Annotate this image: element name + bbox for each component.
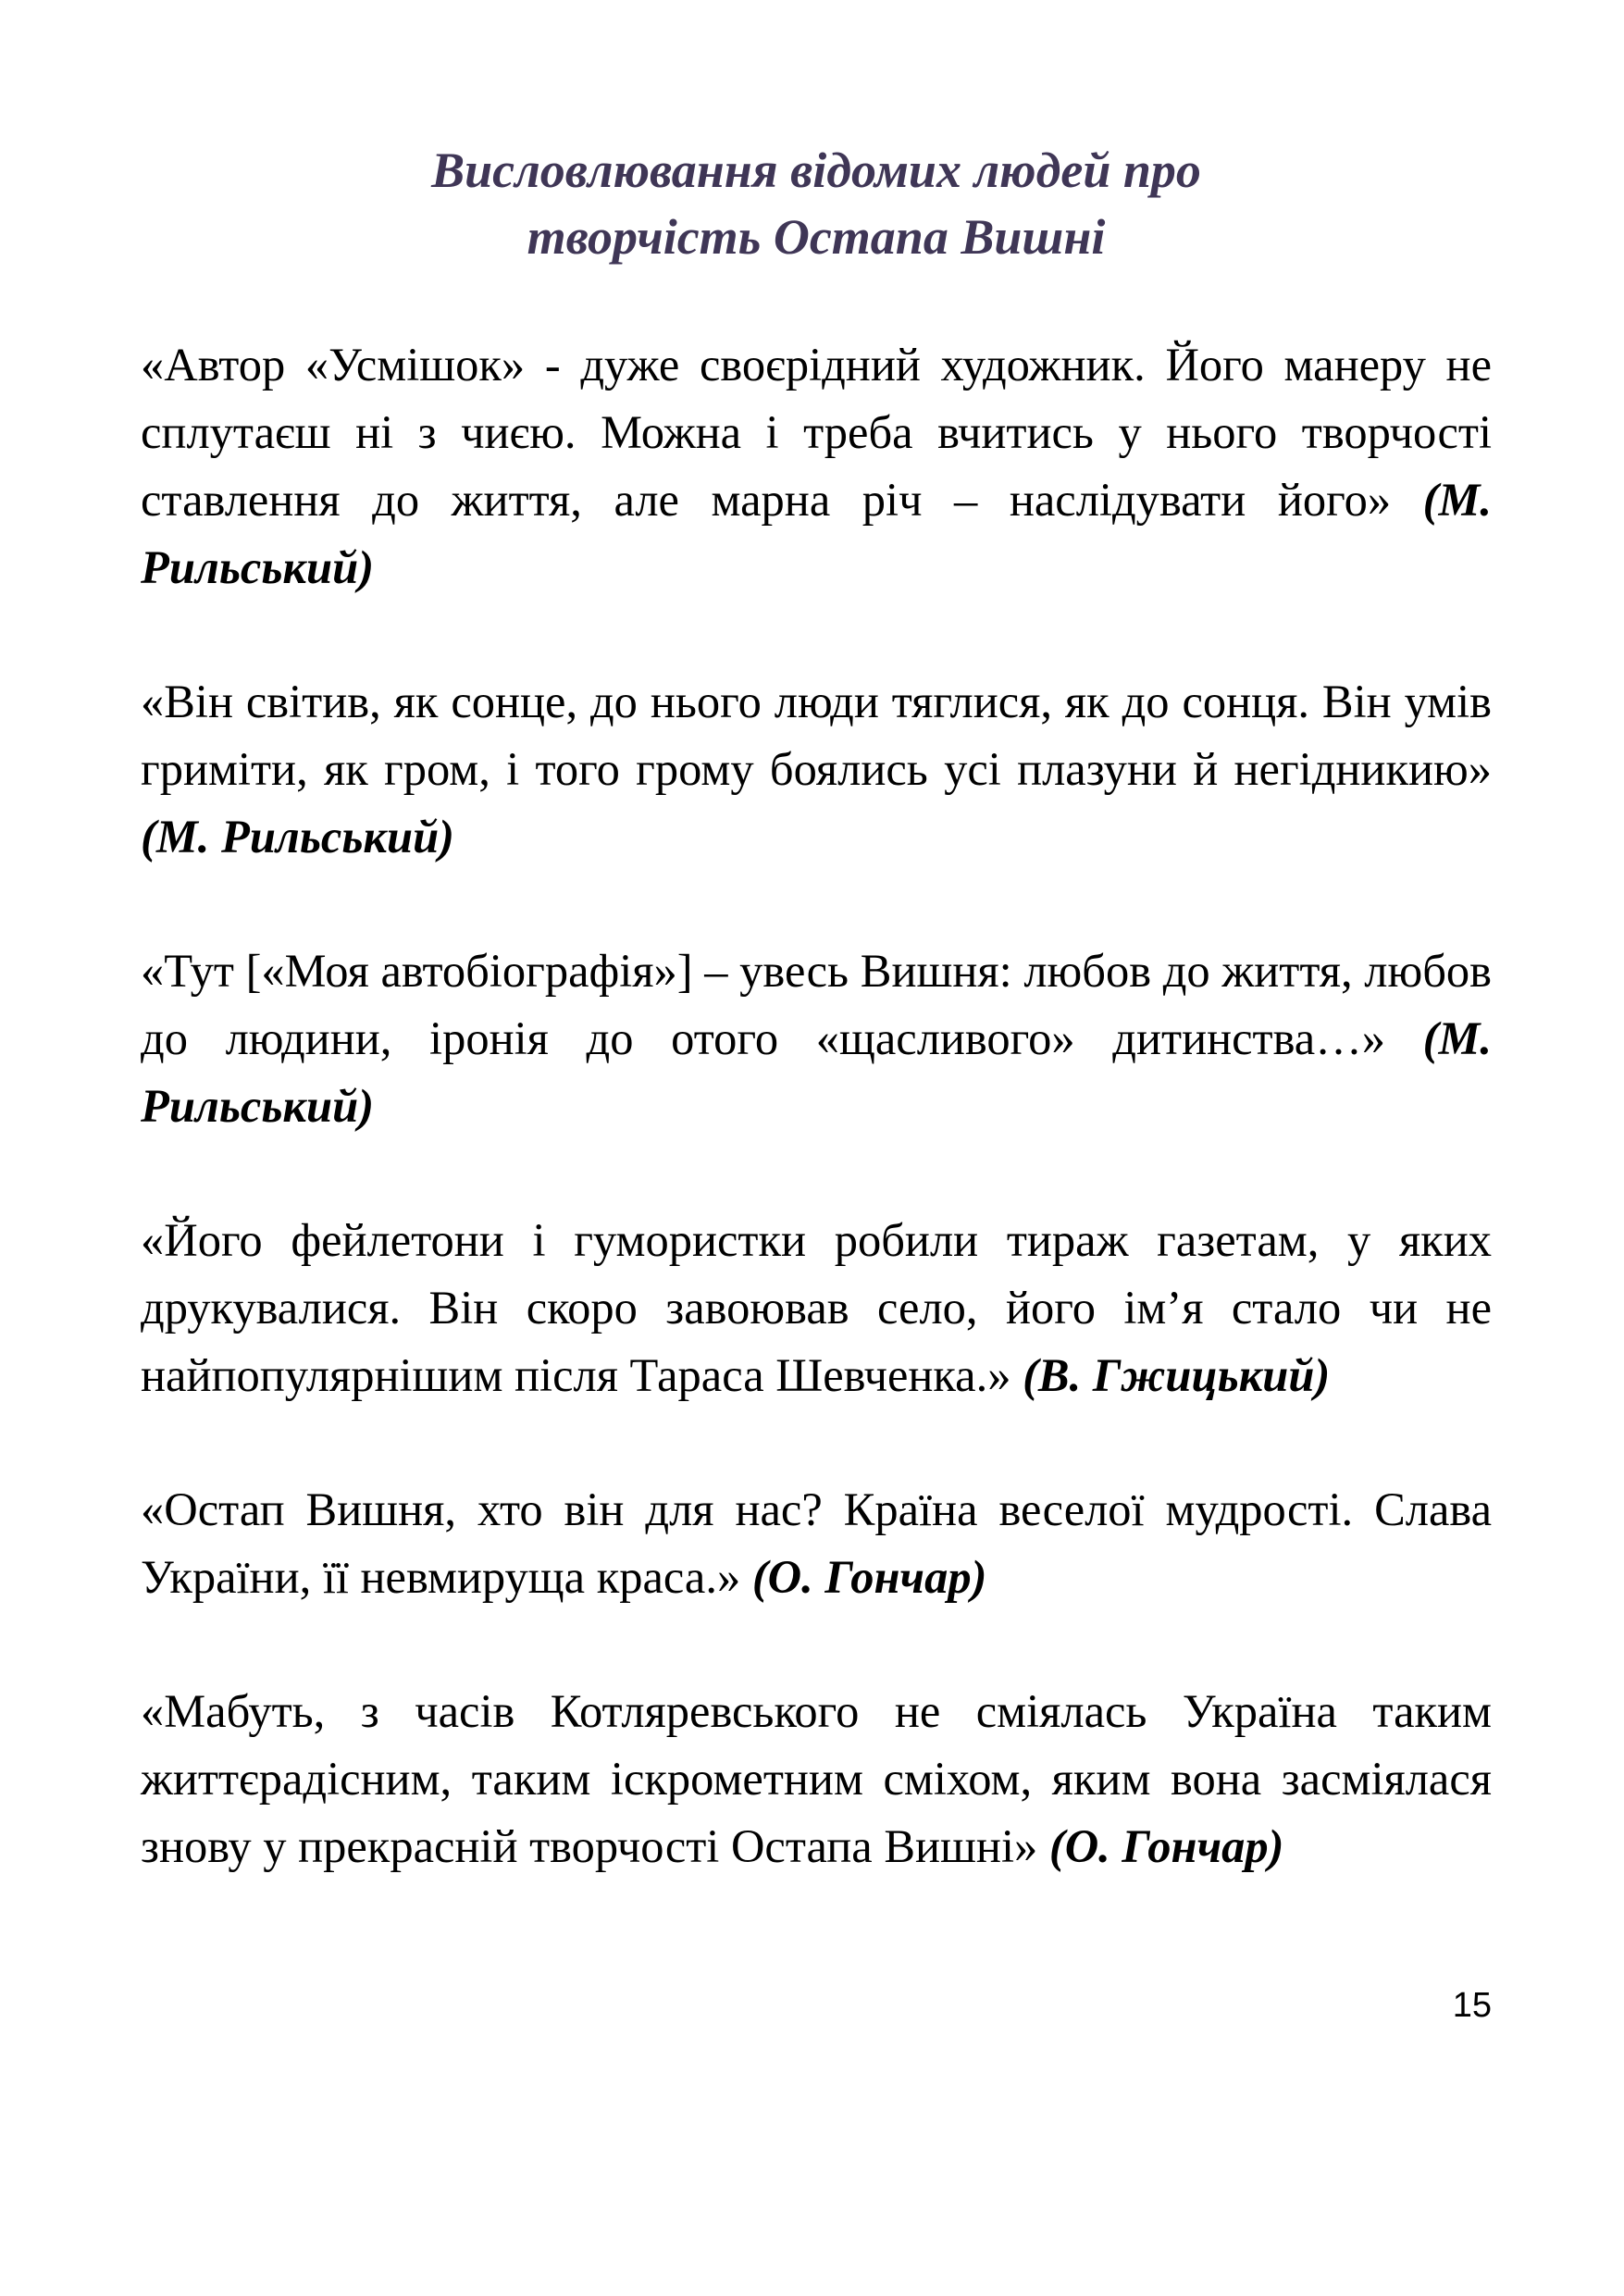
quote-paragraph: [141, 668, 1492, 871]
quote-author: (В. Гжицький): [1023, 1349, 1331, 1401]
page-title-line-2: творчість Остапа Вишні: [527, 209, 1106, 265]
quote-text: «Його фейлетони і гумористки робили тираж газетам, у яких друкувалися. Він скоро завоював село, його ім’я стало чи не найпопулярнішим після Тараса Шевченка.»: [141, 1214, 1492, 1401]
quote-paragraph: [141, 937, 1492, 1140]
page-title-line-1: Висловлювання відомих людей про: [431, 143, 1201, 198]
document-page: [141, 137, 1492, 1947]
quote-text: «Тут [«Моя автобіографія»] – увесь Вишня: любов до життя, любов до людини, іронія до отого «щасливого» дитинства…»: [141, 945, 1492, 1064]
quote-paragraph: [141, 331, 1492, 602]
quote-text: «Остап Вишня, хто він для нас? Країна веселої мудрості. Слава України, її невмируща краса.»: [141, 1483, 1492, 1603]
quote-author: (М. Рильський): [141, 474, 1493, 593]
page-title: [141, 137, 1492, 270]
quote-text: «Мабуть, з часів Котляревського не сміялась Україна таким життєрадісним, таким іскрометним сміхом, яким вона засміялася знову у прекрасній творчості Остапа Вишні»: [141, 1685, 1492, 1872]
quote-paragraph: [141, 1207, 1492, 1409]
quote-paragraph: [141, 1476, 1492, 1611]
page-number: 15: [1452, 1986, 1492, 2025]
quote-paragraph: [141, 1678, 1492, 1880]
quote-author: (М. Рильський): [141, 811, 454, 863]
quote-author: (О. Гончар): [751, 1551, 987, 1603]
quote-author: (О. Гончар): [1048, 1820, 1284, 1872]
quote-text: «Автор «Усмішок» - дуже своєрідний художник. Його манеру не сплутаєш ні з чиєю. Можна і треба вчитись у нього творчості ставлення до життя, але марна річ – наслідувати його»: [141, 339, 1492, 526]
quote-text: «Він світив, як сонце, до нього люди тяглися, як до сонця. Він умів гриміти, як гром, і того грому боялись усі плазуни й негідникию»: [141, 676, 1492, 795]
quote-author: (М. Рильський): [141, 1012, 1492, 1132]
